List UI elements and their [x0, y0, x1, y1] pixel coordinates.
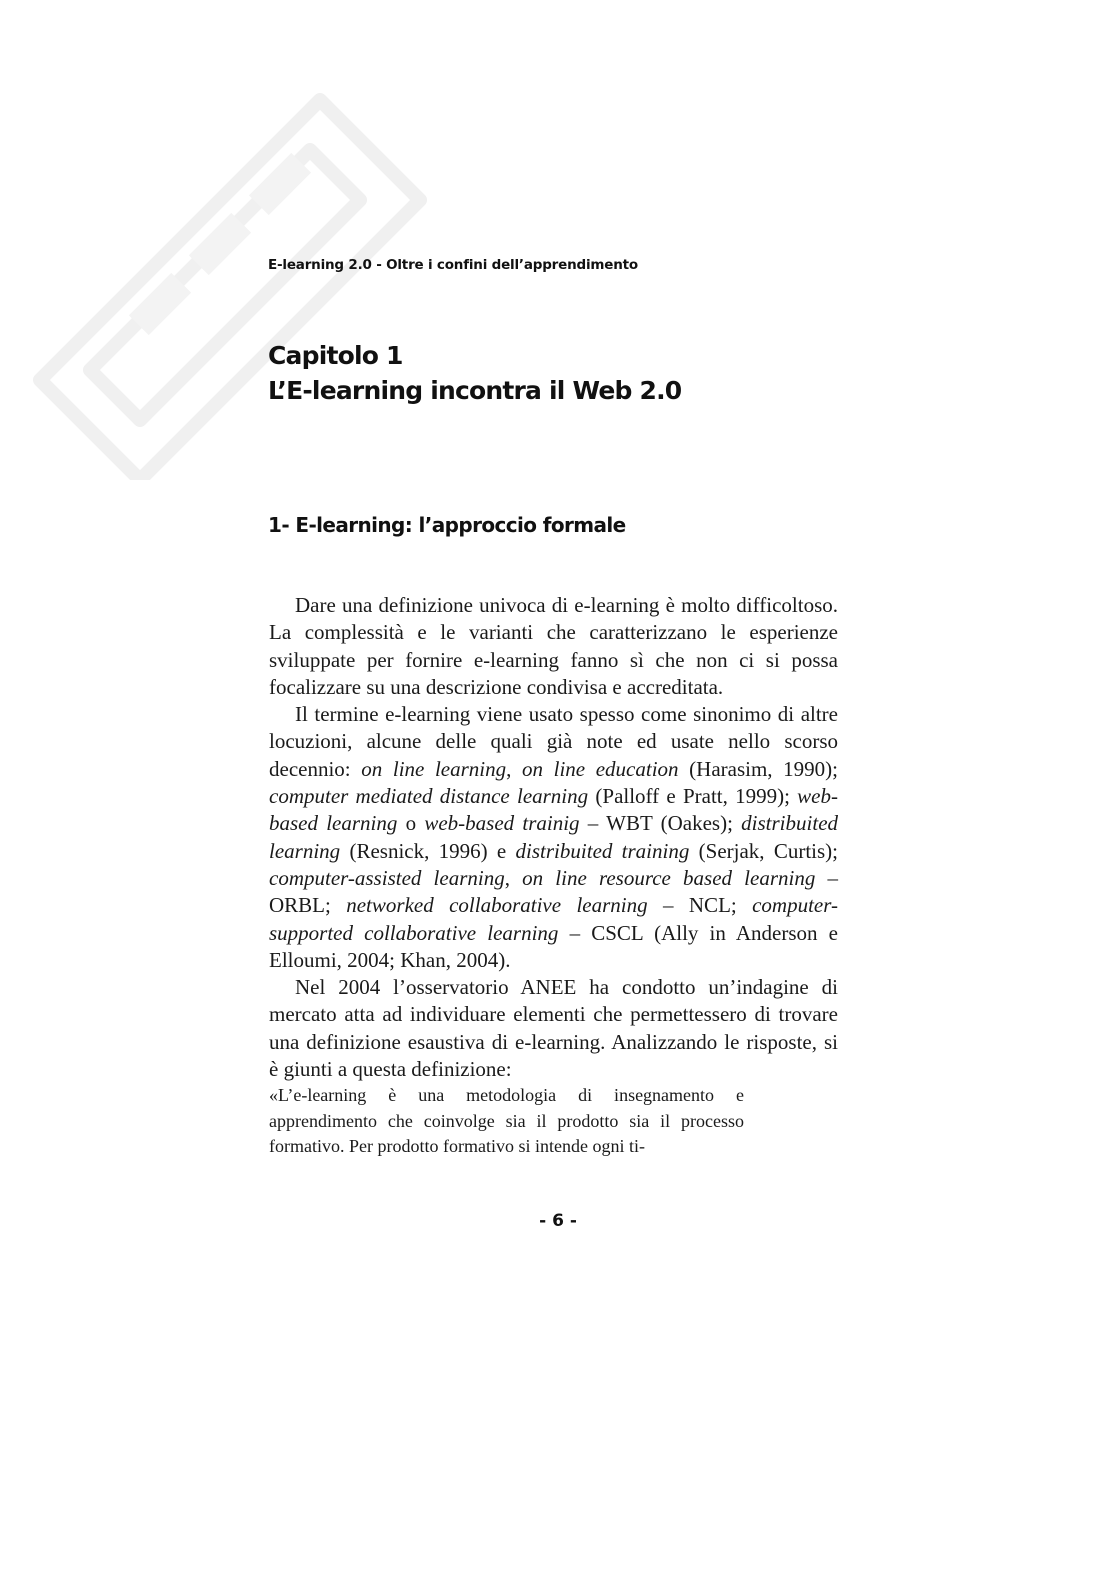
text-run: – WBT (Oakes); [579, 811, 742, 836]
block-quote: «L’e-learning è una metodologia di insegnamento e apprendimento che coinvolge sia il prodotto sia il processo formativo. Per prodotto formativo si intende ogni ti- [269, 1085, 744, 1157]
italic-term: computer-supported collaborative learning [269, 893, 838, 945]
italic-term: distribuited training [515, 838, 690, 863]
page-number: - 6 - [539, 1211, 577, 1231]
text-run: Il termine e-learning viene usato spesso come sinonimo di altre locuzioni, alcune delle quali già note ed usate nello scorso decennio: [269, 702, 838, 781]
text-run: – CSCL (Ally in Anderson e Elloumi, 2004; Khan, 2004). [269, 920, 838, 972]
chapter-title [268, 338, 681, 408]
section-heading: 1- E-learning: l’approccio formale [268, 513, 626, 537]
text-run: o [397, 811, 425, 836]
italic-term: on line learning [361, 756, 507, 781]
italic-term: networked collaborative learning [346, 893, 648, 918]
italic-term: computer-assisted learning [269, 865, 505, 890]
italic-term: on line education [522, 756, 679, 781]
text-run: – NCL; [647, 893, 753, 918]
chapter-name: L’E-learning incontra il Web 2.0 [268, 376, 682, 405]
body-text [269, 592, 838, 1160]
chapter-label: Capitolo 1 [268, 341, 403, 370]
paragraph-3: Nel 2004 l’osservatorio ANEE ha condotto un’indagine di mercato atta ad individuare elementi che permettessero di trovare una definizione esaustiva di e-learning. Analizzando le risposte, si è giunti a questa definizione: [269, 975, 838, 1082]
italic-term: computer mediated distance learning [269, 784, 589, 809]
running-header: E-learning 2.0 - Oltre i confini dell’apprendimento [268, 257, 638, 273]
italic-term: distribuited learning [269, 811, 839, 863]
text-run: (Palloff e Pratt, 1999); [588, 784, 798, 809]
text-run: (Serjak, Curtis); [689, 838, 839, 863]
text-run: (Harasim, 1990); [678, 756, 838, 781]
text-run: – ORBL; [269, 865, 839, 918]
italic-term: on line resource based learning [522, 865, 816, 890]
italic-term: web-based trainig [424, 811, 580, 836]
text-run: , [504, 865, 523, 890]
italic-term: web-based learning [269, 784, 838, 836]
text-run: (Resnick, 1996) e [340, 838, 516, 863]
text-run: , [506, 756, 523, 781]
paragraph-2 [269, 701, 838, 974]
paragraph-1: Dare una definizione univoca di e-learning è molto difficoltoso. La complessità e le varianti che caratterizzano le esperienze sviluppate per fornire e-learning fanno sì che non ci si possa focalizzare su una descrizione condivisa e accreditata. [269, 593, 838, 699]
